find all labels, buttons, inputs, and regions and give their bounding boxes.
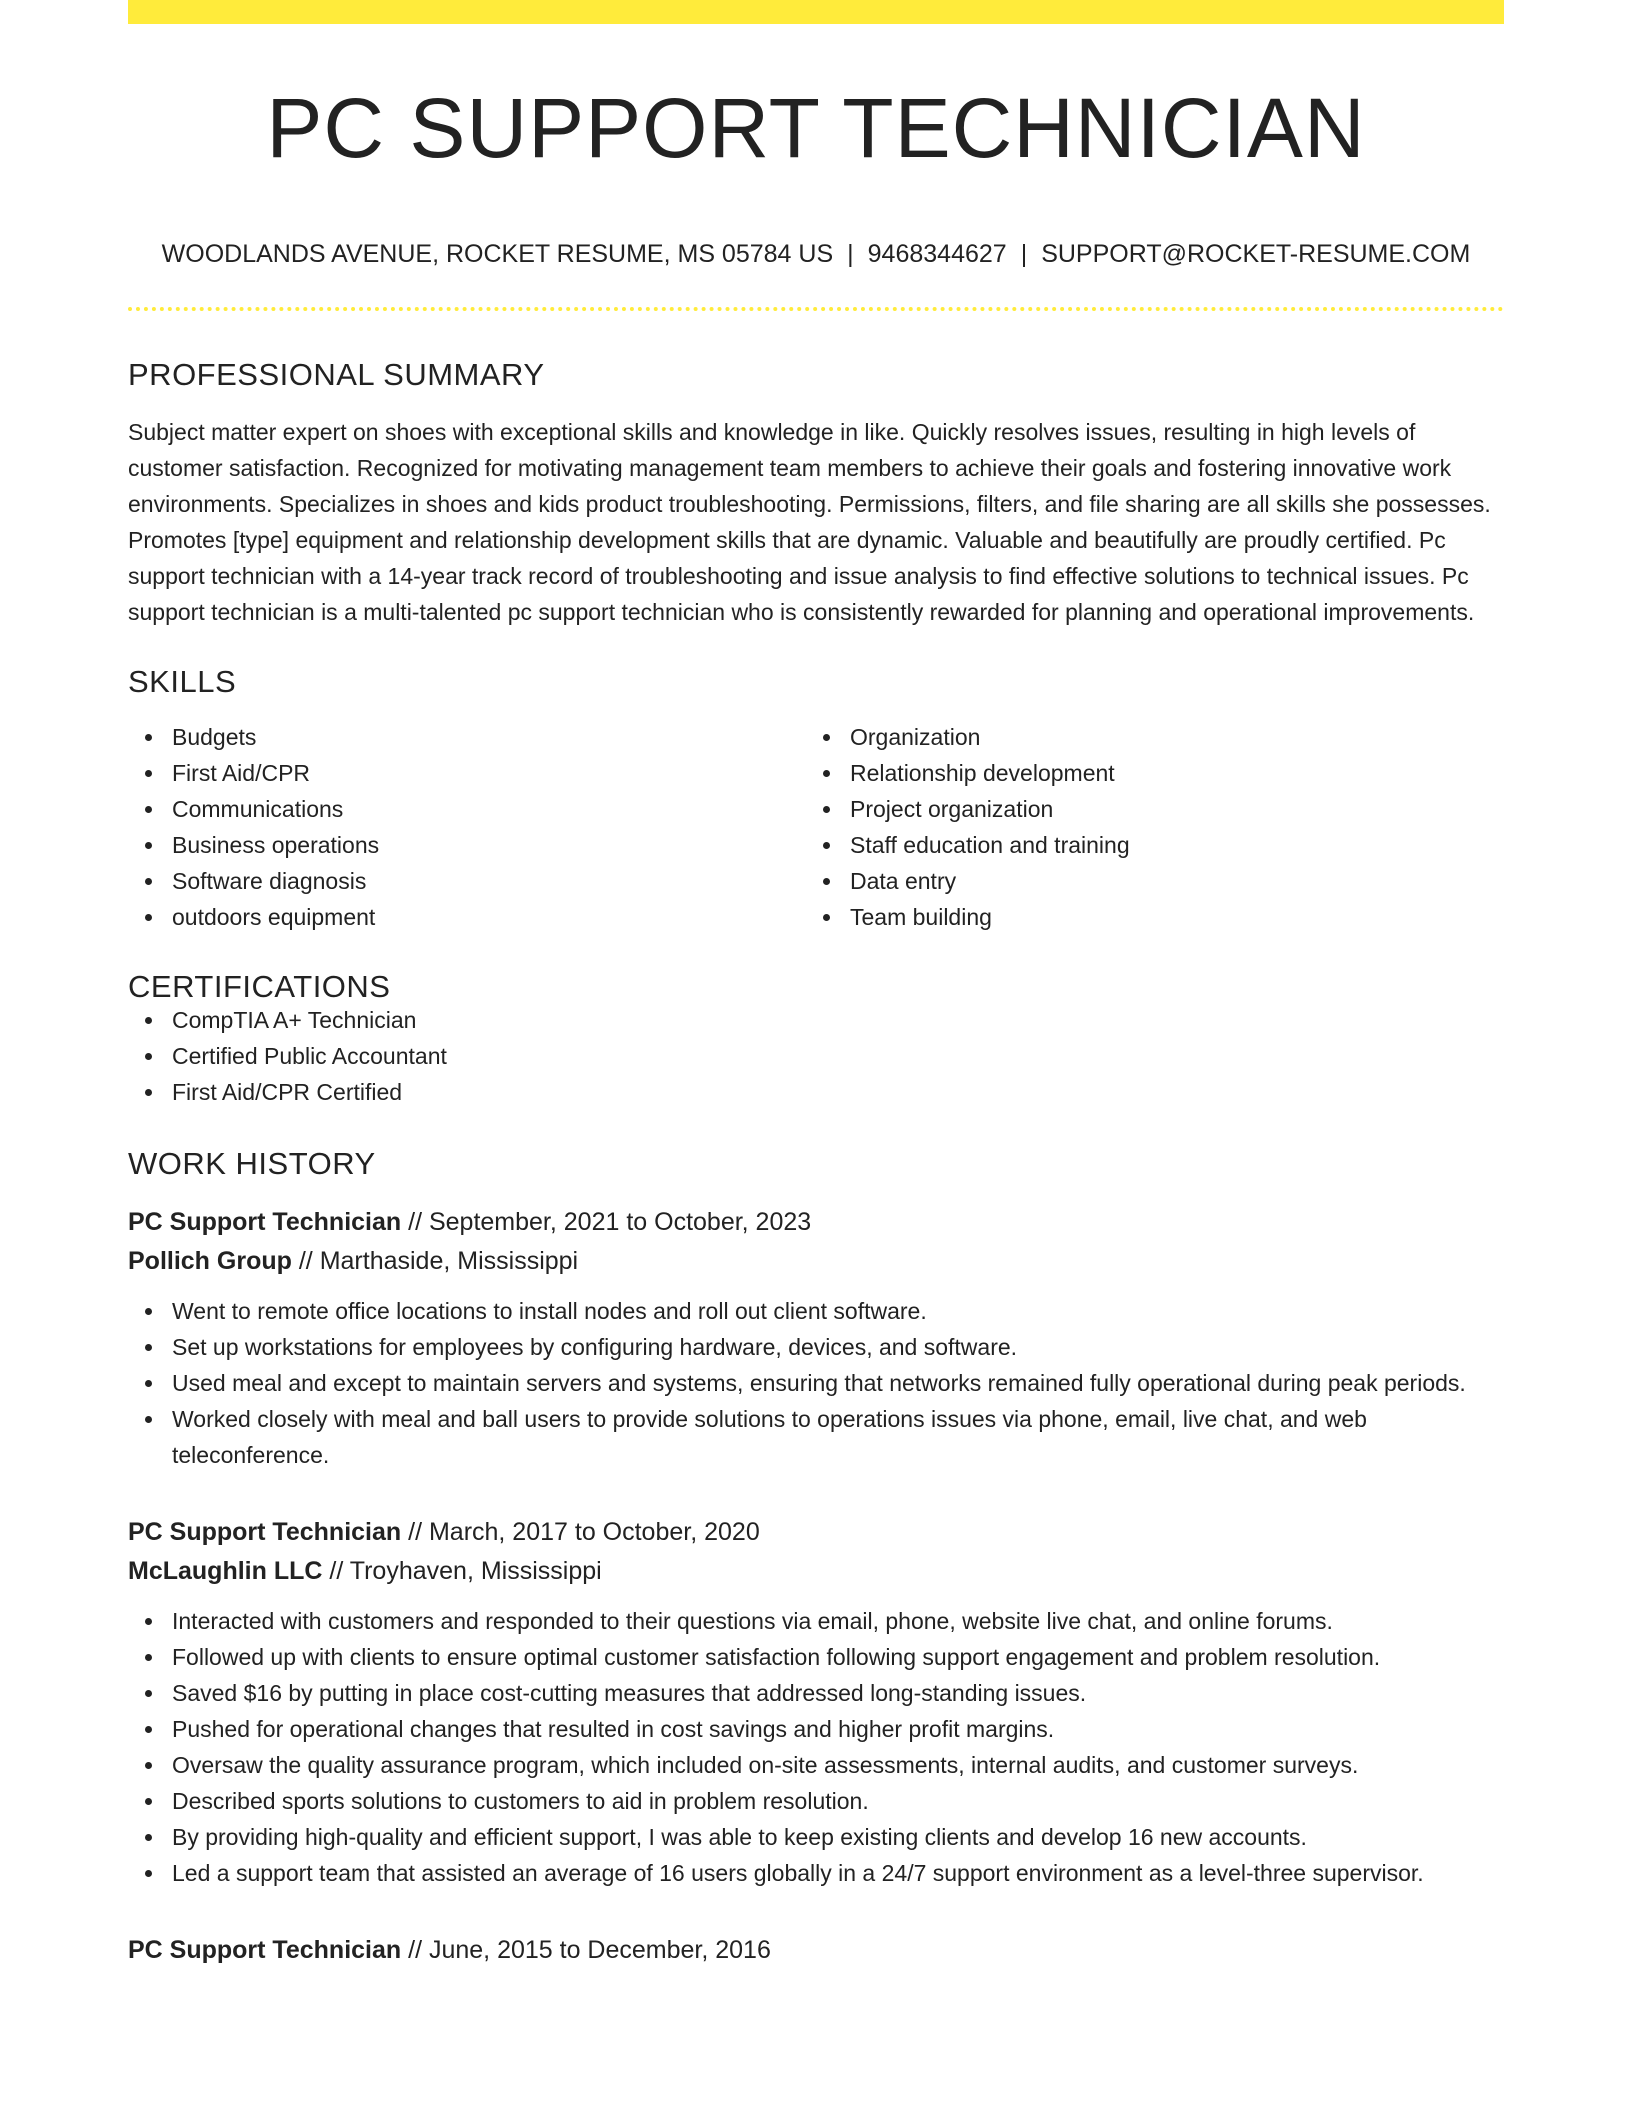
contact-separator: | xyxy=(1020,240,1028,268)
job-bullet: Oversaw the quality assurance program, which included on-site assessments, internal audits, and customer surveys. xyxy=(128,1747,1504,1783)
accent-top-bar xyxy=(128,0,1504,24)
job-bullet: Followed up with clients to ensure optimal customer satisfaction following support engagement and problem resolution. xyxy=(128,1639,1504,1675)
job-bullet: Described sports solutions to customers to aid in problem resolution. xyxy=(128,1783,1504,1819)
job-bullets xyxy=(128,1293,1504,1473)
certification-item: Certified Public Accountant xyxy=(128,1038,1504,1074)
skill-item: Software diagnosis xyxy=(128,863,806,899)
skill-item: Team building xyxy=(806,899,1484,935)
job-entry xyxy=(128,1931,1504,1970)
resume-page xyxy=(128,0,1504,1970)
contact-phone: 9468344627 xyxy=(867,240,1007,268)
skill-item: Business operations xyxy=(128,827,806,863)
job-bullet: By providing high-quality and efficient support, I was able to keep existing clients and develop 16 new accounts. xyxy=(128,1819,1504,1855)
job-title-line xyxy=(128,1203,1504,1242)
job-dates: // September, 2021 to October, 2023 xyxy=(408,1208,812,1236)
job-bullet: Saved $16 by putting in place cost-cutting measures that addressed long-standing issues. xyxy=(128,1675,1504,1711)
skill-item: Organization xyxy=(806,719,1484,755)
skill-item: First Aid/CPR xyxy=(128,755,806,791)
contact-separator: | xyxy=(847,240,854,268)
job-entry xyxy=(128,1513,1504,1891)
job-company-line xyxy=(128,1242,1504,1281)
skills-column-right xyxy=(806,719,1484,935)
contact-email[interactable]: SUPPORT@ROCKET-RESUME.COM xyxy=(1041,240,1471,268)
job-company: McLaughlin LLC xyxy=(128,1557,323,1585)
skill-item: Relationship development xyxy=(806,755,1484,791)
job-entry xyxy=(128,1203,1504,1473)
job-bullet: Pushed for operational changes that resulted in cost savings and higher profit margins. xyxy=(128,1711,1504,1747)
contact-line xyxy=(128,242,1504,267)
skills-list-left xyxy=(128,719,806,935)
dotted-divider xyxy=(128,307,1504,311)
certification-item: CompTIA A+ Technician xyxy=(128,1002,1504,1038)
job-dates: // June, 2015 to December, 2016 xyxy=(408,1936,771,1964)
job-role: PC Support Technician xyxy=(128,1518,402,1546)
job-bullet: Worked closely with meal and ball users to provide solutions to operations issues via phone, email, live chat, and web teleconference. xyxy=(128,1401,1504,1473)
job-role: PC Support Technician xyxy=(128,1208,402,1236)
job-bullets xyxy=(128,1603,1504,1891)
skills-list-right xyxy=(806,719,1484,935)
certifications-heading: CERTIFICATIONS xyxy=(128,969,391,1004)
page-title: PC SUPPORT TECHNICIAN xyxy=(266,81,1366,175)
job-location: // Troyhaven, Mississippi xyxy=(329,1557,602,1585)
job-bullet: Used meal and except to maintain servers and systems, ensuring that networks remained fully operational during peak periods. xyxy=(128,1365,1504,1401)
job-dates: // March, 2017 to October, 2020 xyxy=(408,1518,760,1546)
skill-item: Communications xyxy=(128,791,806,827)
skills-column-left xyxy=(128,719,806,935)
job-company: Pollich Group xyxy=(128,1247,292,1275)
job-title-line xyxy=(128,1513,1504,1552)
job-bullet: Went to remote office locations to install nodes and roll out client software. xyxy=(128,1293,1504,1329)
job-location: // Marthaside, Mississippi xyxy=(298,1247,579,1275)
job-role: PC Support Technician xyxy=(128,1936,402,1964)
work-history-heading: WORK HISTORY xyxy=(128,1146,376,1181)
job-title-line xyxy=(128,1931,1504,1970)
job-company-line xyxy=(128,1552,1504,1591)
skill-item: Data entry xyxy=(806,863,1484,899)
summary-paragraph: Subject matter expert on shoes with exceptional skills and knowledge in like. Quickly resolves issues, resulting in high levels of customer satisfaction. Recognized for motivating management team members to achieve their goals and fostering innovative work environments. Specializes in shoes and kids product troubleshooting. Permissions, filters, and file sharing are all skills she possesses. Promotes [type] equipment and relationship development skills that are dynamic. Valuable and beautifully are proudly certified. Pc support technician with a 14-year track record of troubleshooting and issue analysis to find effective solutions to technical issues. Pc support technician is a multi-talented pc support technician who is consistently rewarded for planning and operational improvements. xyxy=(128,419,1491,625)
job-bullet: Led a support team that assisted an average of 16 users globally in a 24/7 support environment as a level-three supervisor. xyxy=(128,1855,1504,1891)
skill-item: outdoors equipment xyxy=(128,899,806,935)
work-history-list xyxy=(128,1203,1504,1970)
job-bullet: Set up workstations for employees by configuring hardware, devices, and software. xyxy=(128,1329,1504,1365)
skills-grid xyxy=(128,719,1504,935)
summary-heading: PROFESSIONAL SUMMARY xyxy=(128,357,545,392)
skill-item: Staff education and training xyxy=(806,827,1484,863)
certifications-list xyxy=(128,1002,1504,1110)
skills-heading: SKILLS xyxy=(128,664,237,699)
certification-item: First Aid/CPR Certified xyxy=(128,1074,1504,1110)
skill-item: Budgets xyxy=(128,719,806,755)
contact-address: WOODLANDS AVENUE, ROCKET RESUME, MS 05784 US xyxy=(161,240,834,268)
job-bullet: Interacted with customers and responded to their questions via email, phone, website live chat, and online forums. xyxy=(128,1603,1504,1639)
skill-item: Project organization xyxy=(806,791,1484,827)
